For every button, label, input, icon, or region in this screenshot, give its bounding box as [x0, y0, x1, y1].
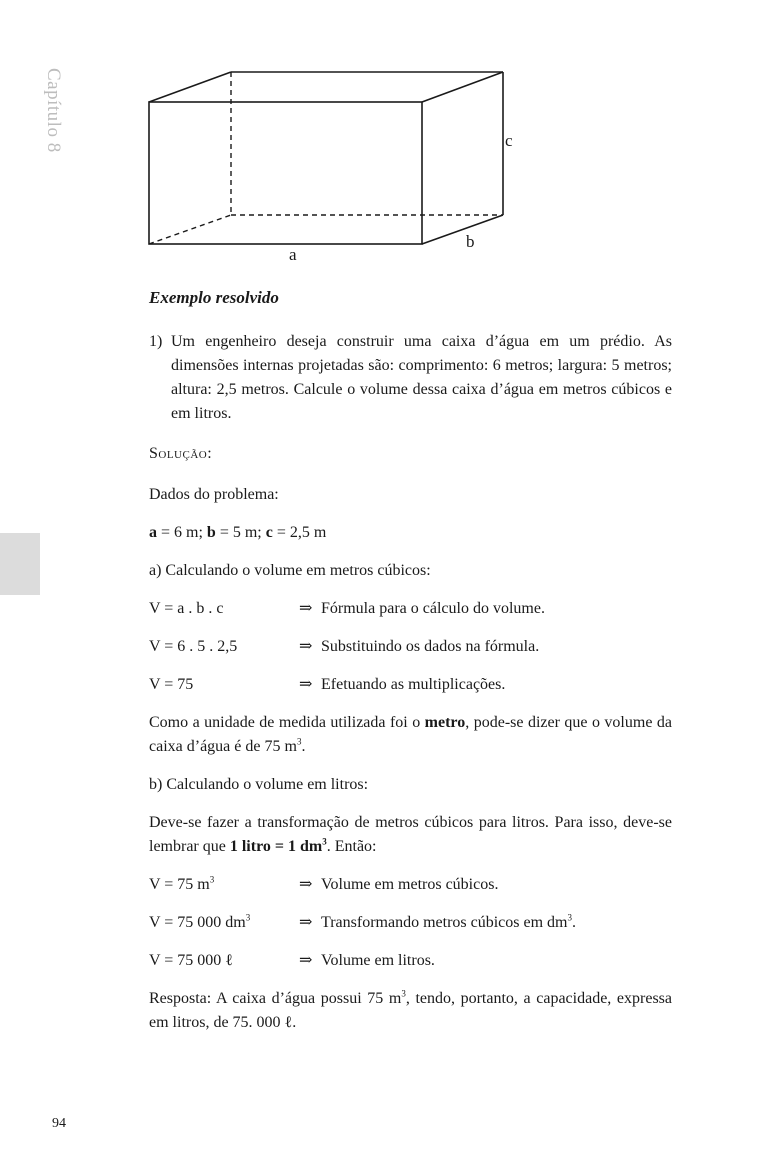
rectangular-prism-figure [140, 60, 540, 270]
answer [149, 987, 672, 1035]
equation-description-end: . [571, 914, 576, 931]
label-c: c [505, 131, 513, 150]
implies-arrow: ⇒ [299, 638, 313, 655]
equation-row [149, 873, 672, 897]
equation-lhs-sup: 3 [245, 912, 251, 923]
implies-arrow: ⇒ [299, 914, 313, 931]
section-heading: Exemplo resolvido [149, 288, 279, 307]
given-values [149, 521, 672, 545]
equation-description [321, 873, 498, 897]
page-number: 94 [52, 1116, 66, 1131]
equation-row [149, 673, 672, 697]
given-a-value: = 6 m; [157, 524, 207, 541]
data-intro: Dados do problema: [149, 486, 279, 503]
equation-description-sup: 3 [567, 912, 572, 923]
equation-lhs: V = 75 [149, 676, 194, 693]
conclusion-a [149, 711, 672, 759]
implies-arrow: ⇒ [299, 676, 313, 693]
answer-sup: 3 [401, 988, 406, 999]
prism-edge [149, 72, 231, 102]
equation-lhs: V = a . b . c [149, 600, 224, 617]
equation-row [149, 911, 672, 935]
conclusion-a-bold: metro [424, 714, 466, 731]
problem-statement [149, 330, 672, 426]
answer-before: Resposta: A caixa d’água possui 75 m [149, 990, 402, 1007]
equation-description-text: Volume em metros cúbicos. [321, 876, 499, 893]
chapter-side-tab [0, 533, 40, 595]
equation-description-text: Transformando metros cúbicos em dm [321, 914, 568, 931]
prism-edge [422, 215, 503, 244]
equation-description [321, 911, 576, 935]
solution-label: Solução: [149, 445, 213, 462]
transform-before: Deve-se fazer a transformação de metros cúbicos para litros. Para isso, deve-se lembrar que [149, 814, 672, 855]
part-b-title: b) Calculando o volume em litros: [149, 776, 369, 793]
equation-description: Fórmula para o cálculo do volume. [321, 600, 545, 617]
problem-number: 1) [149, 333, 163, 350]
chapter-label: Capítulo 8 [43, 68, 64, 153]
given-c-label: c [265, 524, 273, 541]
transform-bold [230, 838, 327, 855]
equation-lhs [149, 949, 299, 973]
conclusion-a-sup: 3 [296, 736, 302, 747]
transform-bold-text: 1 litro = 1 dm [229, 838, 323, 855]
given-a-label: a [149, 524, 157, 541]
equations-a [149, 597, 672, 697]
label-a: a [289, 245, 297, 264]
prism-front-face [149, 102, 422, 244]
transform-after: . Então: [326, 838, 377, 855]
transform-sup: 3 [322, 836, 327, 847]
equation-description [321, 949, 435, 973]
equation-lhs-sup: 3 [209, 874, 215, 885]
label-b: b [466, 232, 475, 251]
equation-lhs: V = 6 . 5 . 2,5 [149, 638, 238, 655]
equation-lhs [149, 911, 299, 935]
equations-b [149, 873, 672, 973]
part-a-title: a) Calculando o volume em metros cúbicos: [149, 562, 431, 579]
equation-lhs [149, 873, 299, 897]
implies-arrow: ⇒ [299, 600, 313, 617]
implies-arrow: ⇒ [299, 876, 313, 893]
equation-lhs-text: V = 75 m [149, 876, 210, 893]
transform-text [149, 811, 672, 859]
conclusion-a-after: , pode-se dizer que o volume da caixa d’água é de 75 m [149, 714, 672, 755]
conclusion-a-end: . [301, 738, 306, 755]
equation-description-text: Volume em litros. [321, 952, 435, 969]
equation-lhs-text: V = 75 000 dm [149, 914, 246, 931]
equation-lhs-text: V = 75 000 ℓ [149, 952, 233, 969]
conclusion-a-before: Como a unidade de medida utilizada foi o [149, 714, 425, 731]
given-c-value: = 2,5 m [272, 524, 327, 541]
problem-text: Um engenheiro deseja construir uma caixa d’água em um prédio. As dimensões internas projetadas são: comprimento: 6 metros; largura: 5 metros; altura: 2,5 metros. Calcule o volume dessa caixa d’água em metros cúbicos e em litros. [171, 333, 672, 422]
equation-row [149, 949, 672, 973]
prism-edge [422, 72, 503, 102]
equation-description: Efetuando as multiplicações. [321, 676, 506, 693]
given-b-label: b [206, 524, 216, 541]
equation-row [149, 597, 672, 621]
equation-description: Substituindo os dados na fórmula. [321, 638, 540, 655]
implies-arrow: ⇒ [299, 952, 313, 969]
answer-after: , tendo, portanto, a capacidade, expressa em litros, de 75. 000 ℓ. [149, 990, 673, 1031]
given-b-value: = 5 m; [215, 524, 266, 541]
content [149, 286, 672, 1049]
prism-hidden-edge [149, 215, 231, 244]
equation-row [149, 635, 672, 659]
